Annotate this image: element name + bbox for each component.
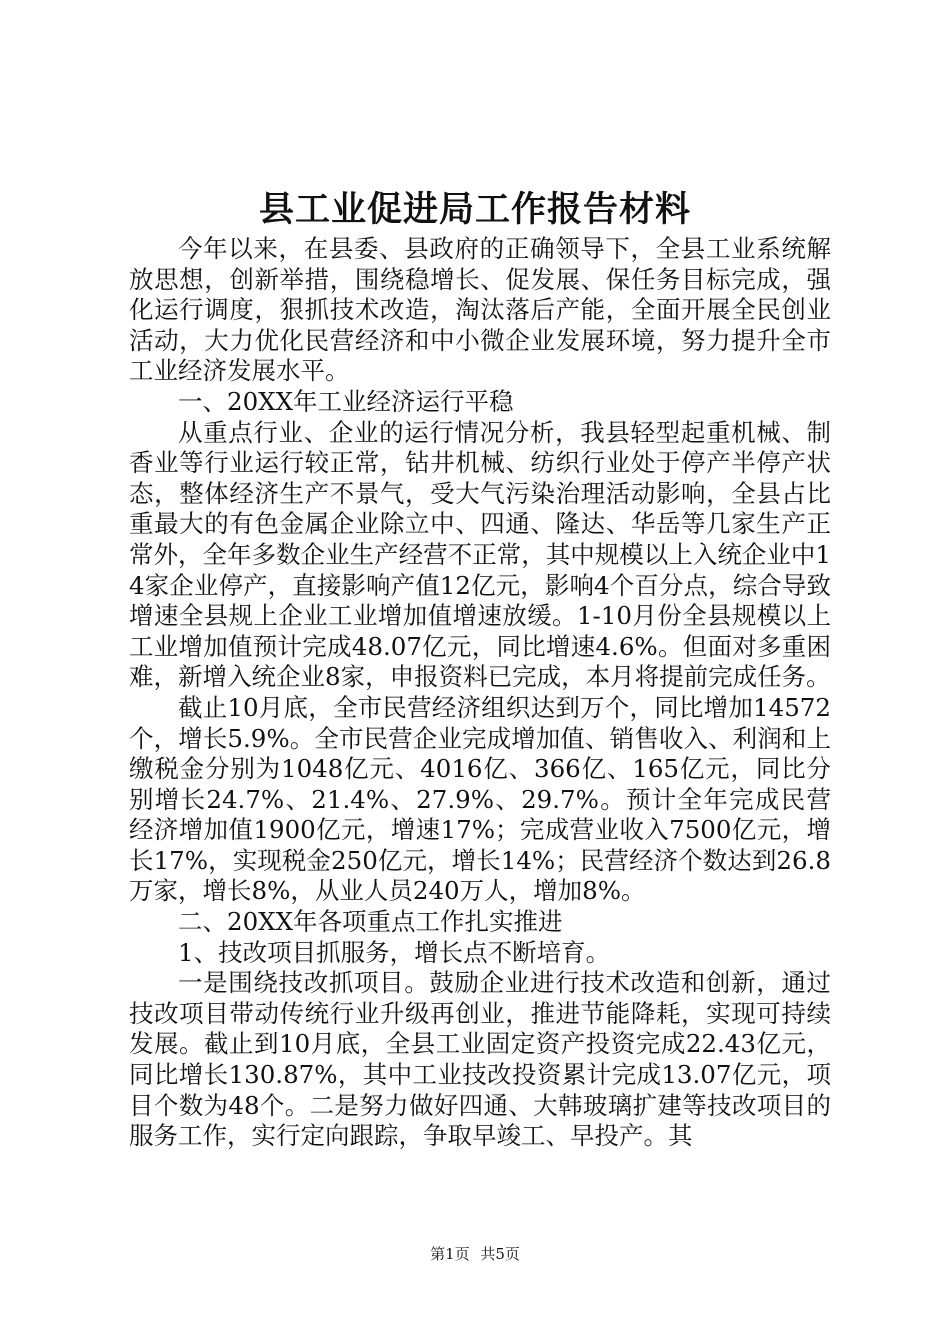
document-title: 县工业促进局工作报告材料 [258,189,691,230]
section-heading-1: 一、20XX年工业经济运行平稳 [178,386,514,416]
page-number: 第1页 [430,1245,470,1263]
subsection-heading-1: 1、技改项目抓服务，增长点不断培育。 [178,937,611,967]
paragraph-industry-analysis: 从重点行业、企业的运行情况分析，我县轻型起重机械、制香业等行业运行较正常，钻井机械、纺织行业处于停产半停产状态，整体经济生产不景气，受大气污染治理活动影响，全县占比重最大的有色金属企业除立中、四通、隆达、华岳等几家生产正常外，全年多数企业生产经营不正常，其中规模以上入统企业中14家企业停产，直接影响产值12亿元，影响4个百分点，综合导致增速全县规上企业工业增加值增速放缓。1-10月份全县规模以上工业增加值预计完成48.07亿元，同比增速4.6%。但面对多重困难，新增入统企业8家，申报资料已完成，本月将提前完成任务。 [129,417,831,692]
paragraph-tech-projects: 一是围绕技改抓项目。鼓励企业进行技术改造和创新，通过技改项目带动传统行业升级再创业，推进节能降耗，实现可持续发展。截止到10月底，全县工业固定资产投资完成22.43亿元，同比增长130.87%，其中工业技改投资累计完成13.07亿元，项目个数为48个。二是努力做好四通、大韩玻璃扩建等技改项目的服务工作，实行定向跟踪，争取早竣工、早投产。其 [129,968,831,1151]
section-heading-2: 二、20XX年各项重点工作扎实推进 [178,907,563,937]
document-body [129,234,831,1152]
page-total: 共5页 [480,1245,520,1263]
paragraph-private-economy: 截止10月底，全市民营经济组织达到万个，同比增加14572个，增长5.9%。全市民营企业完成增加值、销售收入、利润和上缴税金分别为1048亿元、4016亿、366亿、165亿元，同比分别增长24.7%、21.4%、27.9%、29.7%。预计全年完成民营经济增加值1900亿元，增速17%；完成营业收入7500亿元，增长17%，实现税金250亿元，增长14%；民营经济个数达到26.8万家，增长8%，从业人员240万人，增加8%。 [129,692,831,906]
paragraph-intro: 今年以来，在县委、县政府的正确领导下，全县工业系统解放思想，创新举措，围绕稳增长、促发展、保任务目标完成，强化运行调度，狠抓技术改造，淘汰落后产能，全面开展全民创业活动，大力优化民营经济和中小微企业发展环境，努力提升全市工业经济发展水平。 [129,234,831,386]
page-footer [0,1244,950,1264]
